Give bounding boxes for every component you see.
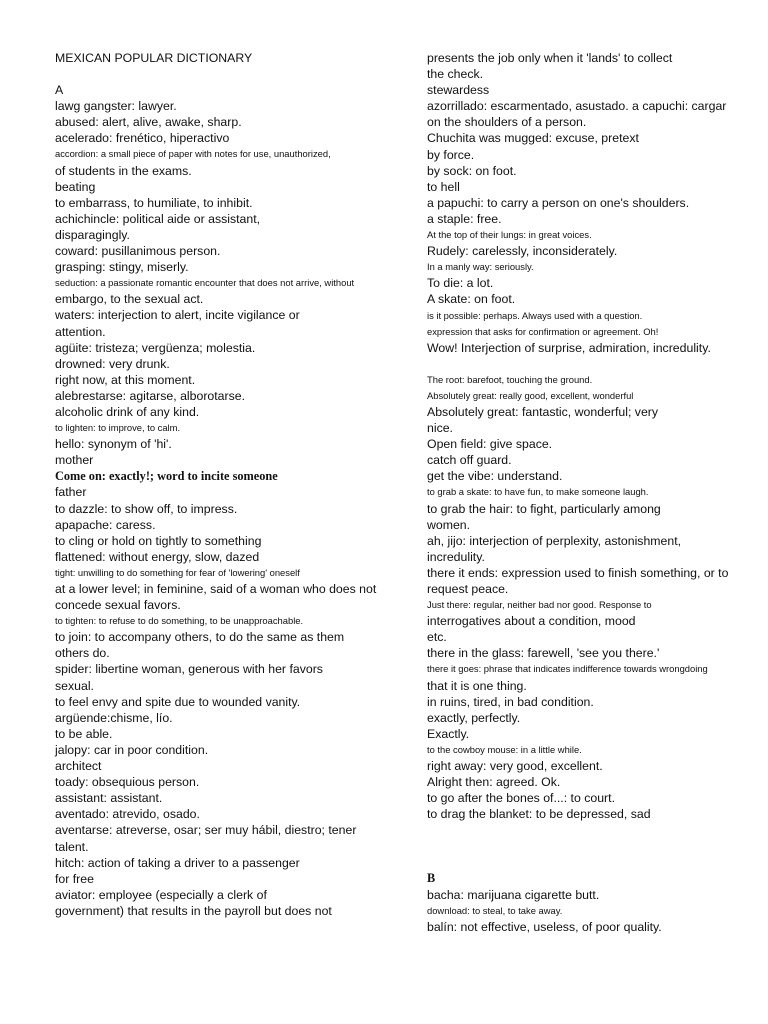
left-entry-line: to tighten: to refuse to do something, to be unapproachable. xyxy=(55,615,304,627)
right-column xyxy=(427,50,767,935)
left-entry-line: alebrestarse: agitarse, alborotarse. xyxy=(55,388,246,403)
right-entry-line: is it possible: perhaps. Always used with a question. xyxy=(427,309,643,321)
left-entry-line: of students in the exams. xyxy=(55,163,192,178)
left-entry-line: grasping: stingy, miserly. xyxy=(55,260,189,275)
left-entry-line: sexual. xyxy=(55,678,94,693)
right-entry-line: Absolutely great: really good, excellent, wonderful xyxy=(427,389,634,401)
right-entry-line: stewardess xyxy=(427,83,490,98)
left-entry-line: MEXICAN POPULAR DICTIONARY xyxy=(55,51,253,65)
left-entry-line: waters: interjection to alert, incite vigilance or xyxy=(55,308,300,323)
right-entry-line: azorrillado: escarmentado, asustado. a capuchi: cargar xyxy=(427,99,727,114)
right-entry-line: right away: very good, excellent. xyxy=(427,759,603,774)
right-entry-line: catch off guard. xyxy=(427,453,512,468)
left-entry-line: attention. xyxy=(55,324,106,339)
left-entry-line: seduction: a passionate romantic encounter that does not arrive, without xyxy=(55,277,355,289)
right-entry-line xyxy=(427,822,767,870)
left-entry-line: aviator: employee (especially a clerk of xyxy=(55,887,267,902)
left-entry-line: aventarse: atreverse, osar; ser muy hábil, diestro; tener xyxy=(55,823,357,838)
right-entry-line: on the shoulders of a person. xyxy=(427,115,587,130)
right-entry-line: Just there: regular, neither bad nor good. Response to xyxy=(427,599,652,611)
left-entry-line: Come on: exactly!; word to incite someone xyxy=(55,469,278,484)
right-entry-line: request peace. xyxy=(427,582,509,596)
left-entry-line: alcoholic drink of any kind. xyxy=(55,404,200,419)
right-entry-line: a staple: free. xyxy=(427,211,502,226)
left-entry-line: assistant: assistant. xyxy=(55,791,163,806)
left-entry-line: drowned: very drunk. xyxy=(55,356,170,371)
left-entry-line: mother xyxy=(55,453,94,468)
left-entry-line: to cling or hold on tightly to something xyxy=(55,533,262,548)
left-entry-line: to dazzle: to show off, to impress. xyxy=(55,501,238,516)
right-entry-line: etc. xyxy=(427,630,447,645)
right-entry-line: Alright then: agreed. Ok. xyxy=(427,775,561,790)
left-entry-line: flattened: without energy, slow, dazed xyxy=(55,549,260,564)
right-entry-line: incredulity. xyxy=(427,549,485,564)
right-entry-line: there in the glass: farewell, 'see you there.' xyxy=(427,646,660,661)
left-entry-line: coward: pusillanimous person. xyxy=(55,244,221,259)
left-entry-line: government) that results in the payroll but does not xyxy=(55,903,332,918)
left-entry-line: concede sexual favors. xyxy=(55,598,181,613)
right-entry-line: To die: a lot. xyxy=(427,276,494,291)
right-entry-line: ah, jijo: interjection of perplexity, astonishment, xyxy=(427,533,682,548)
right-entry-line: Chuchita was mugged: excuse, pretext xyxy=(427,131,639,146)
left-entry-line: to lighten: to improve, to calm. xyxy=(55,422,181,434)
right-entry-line: expression that asks for confirmation or agreement. Oh! xyxy=(427,325,659,337)
right-entry-line: to hell xyxy=(427,179,460,194)
right-entry-line: exactly, perfectly. xyxy=(427,710,521,725)
right-entry-line: to grab the hair: to fight, particularly among xyxy=(427,501,661,516)
left-entry-line: hello: synonym of 'hi'. xyxy=(55,437,172,452)
left-entry-line: aventado: atrevido, osado. xyxy=(55,807,200,822)
left-entry-line: for free xyxy=(55,871,94,886)
left-entry-line: disparagingly. xyxy=(55,227,130,242)
right-entry-line: interrogatives about a condition, mood xyxy=(427,614,636,629)
right-entry-line: the check. xyxy=(427,67,484,82)
left-entry-line: right now, at this moment. xyxy=(55,372,196,387)
right-entry-line: to grab a skate: to have fun, to make someone laugh. xyxy=(427,486,649,498)
left-entry-line: toady: obsequious person. xyxy=(55,775,200,790)
left-entry-line: abused: alert, alive, awake, sharp. xyxy=(55,115,242,130)
right-entry-line: At the top of their lungs: in great voices. xyxy=(427,229,592,241)
left-entry-line: spider: libertine woman, generous with her favors xyxy=(55,662,323,677)
right-entry-line: bacha: marijuana cigarette butt. xyxy=(427,887,600,902)
right-entry-line: in ruins, tired, in bad condition. xyxy=(427,694,594,709)
right-entry-line: Exactly. xyxy=(427,726,470,741)
left-entry-line xyxy=(55,66,395,82)
right-entry-line: get the vibe: understand. xyxy=(427,469,563,484)
right-entry-line: presents the job only when it 'lands' to collect xyxy=(427,51,673,65)
left-entry-line: acelerado: frenético, hiperactivo xyxy=(55,131,230,146)
left-entry-line: others do. xyxy=(55,646,110,661)
right-entry-line: there it ends: expression used to finish something, or to xyxy=(427,565,729,580)
left-entry-line: father xyxy=(55,485,87,500)
left-entry-line: to feel envy and spite due to wounded vanity. xyxy=(55,694,301,709)
left-entry-line: accordion: a small piece of paper with notes for use, unauthorized, xyxy=(55,148,331,160)
left-entry-line: jalopy: car in poor condition. xyxy=(55,742,209,757)
right-entry-line: A skate: on foot. xyxy=(427,292,516,307)
right-entry-line xyxy=(427,356,767,372)
right-entry-line: In a manly way: seriously. xyxy=(427,261,534,273)
right-entry-line: B xyxy=(427,871,436,886)
right-entry-line: download: to steal, to take away. xyxy=(427,904,563,916)
left-entry-line: achichincle: political aide or assistant, xyxy=(55,211,261,226)
right-entry-line: women. xyxy=(427,517,471,532)
left-entry-line: apapache: caress. xyxy=(55,517,156,532)
right-entry-line: to the cowboy mouse: in a little while. xyxy=(427,743,582,755)
right-entry-line: to drag the blanket: to be depressed, sad xyxy=(427,807,651,822)
right-entry-line: balín: not effective, useless, of poor quality. xyxy=(427,919,662,934)
right-entry-line: by sock: on foot. xyxy=(427,163,517,178)
right-entry-line: The root: barefoot, touching the ground. xyxy=(427,373,593,385)
left-entry-line: to embarrass, to humiliate, to inhibit. xyxy=(55,195,253,210)
left-entry-line: lawg gangster: lawyer. xyxy=(55,99,177,114)
right-entry-line: Wow! Interjection of surprise, admiration, incredulity. xyxy=(427,340,711,355)
left-entry-line: to join: to accompany others, to do the same as them xyxy=(55,630,345,645)
right-entry-line: Absolutely great: fantastic, wonderful; very xyxy=(427,404,659,419)
left-entry-line: tight: unwilling to do something for fear of 'lowering' oneself xyxy=(55,566,300,578)
right-entry-line: Open field: give space. xyxy=(427,437,553,452)
left-column xyxy=(55,50,395,919)
right-entry-line: there it goes: phrase that indicates indifference towards wrongdoing xyxy=(427,663,708,675)
right-entry-line: Rudely: carelessly, inconsiderately. xyxy=(427,244,618,259)
left-entry-line: agüite: tristeza; vergüenza; molestia. xyxy=(55,340,256,355)
right-entry-line: nice. xyxy=(427,421,453,436)
right-entry-line: by force. xyxy=(427,147,475,162)
left-entry-line: hitch: action of taking a driver to a passenger xyxy=(55,855,300,870)
left-entry-line: to be able. xyxy=(55,726,113,741)
left-entry-line: argüende:chisme, lío. xyxy=(55,710,173,725)
left-entry-line: talent. xyxy=(55,839,89,854)
left-entry-line: embargo, to the sexual act. xyxy=(55,292,204,307)
left-entry-line: beating xyxy=(55,179,96,194)
left-entry-line: architect xyxy=(55,759,102,774)
left-entry-line: at a lower level; in feminine, said of a woman who does not xyxy=(55,582,377,596)
right-entry-line: to go after the bones of...: to court. xyxy=(427,791,615,806)
left-entry-line: A xyxy=(55,83,64,98)
right-entry-line: that it is one thing. xyxy=(427,678,527,693)
right-entry-line: a papuchi: to carry a person on one's shoulders. xyxy=(427,195,690,210)
